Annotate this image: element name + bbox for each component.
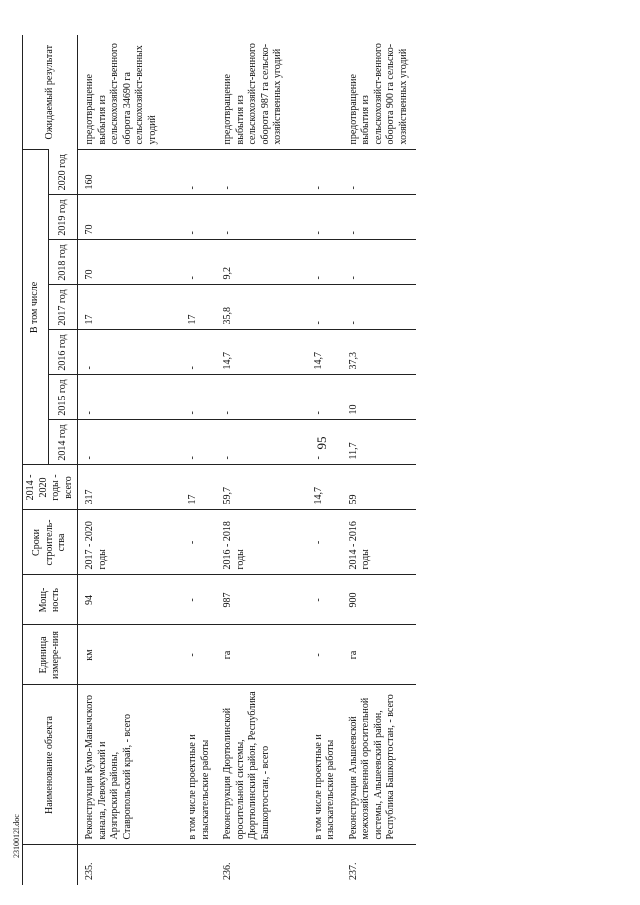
capacity-cell: 900	[342, 575, 417, 625]
year-cell: -	[342, 285, 417, 330]
header-total: 2014 - 2020 годы - всего	[23, 465, 78, 510]
row-number: 236.	[216, 845, 289, 885]
year-cell: -	[163, 195, 216, 240]
year-cell: -	[289, 195, 342, 240]
year-cell: -	[289, 240, 342, 285]
row-number	[289, 845, 342, 885]
unit-cell: га	[216, 625, 289, 685]
row-number: 235.	[78, 845, 164, 885]
capacity-cell: -	[163, 575, 216, 625]
header-terms: Сроки строитель-ства	[23, 510, 78, 575]
year-cell: -	[163, 150, 216, 195]
year-cell: 17	[163, 285, 216, 330]
year-cell: -	[342, 240, 417, 285]
year-cell: -	[163, 420, 216, 465]
result-cell	[289, 35, 342, 150]
page-number: 95	[314, 436, 329, 450]
year-cell: -	[163, 240, 216, 285]
object-name: в том числе проектные и изыскательские работы	[163, 685, 216, 845]
header-year-2019: 2019 год	[48, 195, 77, 240]
footer-filename: 2310012l.doc	[12, 814, 21, 858]
header-year-2018: 2018 год	[48, 240, 77, 285]
terms-cell: 2016 - 2018 годы	[216, 510, 289, 575]
object-name: Реконструкция Дюртюлинской оросительной системы, Дюртюлинский район, Республика Башкортостан, - всего	[216, 685, 289, 845]
header-year-2014: 2014 год	[48, 420, 77, 465]
year-cell: -	[163, 330, 216, 375]
year-cell: 37,3	[342, 330, 417, 375]
object-name: в том числе проектные и изыскательские работы	[289, 685, 342, 845]
year-cell: 160	[78, 150, 164, 195]
header-result: Ожидаемый результат	[23, 35, 78, 150]
year-cell: -	[216, 150, 289, 195]
object-name: Реконструкция Альшеевской межхозяйственной оросительной системы, Альшеевский район, Республика Башкортостан, - всего	[342, 685, 417, 845]
table-row	[78, 35, 164, 885]
year-cell: 70	[78, 240, 164, 285]
year-cell: -	[163, 375, 216, 420]
capacity-cell: 987	[216, 575, 289, 625]
year-cell: -	[216, 195, 289, 240]
objects-table	[22, 35, 416, 885]
unit-cell: га	[342, 625, 417, 685]
year-cell: -	[289, 285, 342, 330]
year-cell: 14,7	[289, 330, 342, 375]
unit-cell: км	[78, 625, 164, 685]
year-cell: -	[289, 375, 342, 420]
table-row	[216, 35, 289, 885]
row-number: 237.	[342, 845, 417, 885]
year-cell: -	[342, 150, 417, 195]
year-cell: -	[289, 150, 342, 195]
table-row	[342, 35, 417, 885]
header-capacity: Мощ-ность	[23, 575, 78, 625]
total-cell: 59	[342, 465, 417, 510]
terms-cell: -	[163, 510, 216, 575]
header-name: Наименование объекта	[23, 685, 78, 845]
year-cell: -	[216, 420, 289, 465]
year-cell: 70	[78, 195, 164, 240]
terms-cell: 2014 - 2016 годы	[342, 510, 417, 575]
table-row	[289, 35, 342, 885]
year-cell: 9,2	[216, 240, 289, 285]
year-cell: -	[78, 375, 164, 420]
year-cell: -	[78, 330, 164, 375]
unit-cell: -	[163, 625, 216, 685]
result-cell: предотвращение выбытия из сельскохозяйст-венного оборота 987 га сельско-хозяйственных угодий	[222, 43, 283, 145]
rotated-table-container	[22, 35, 607, 885]
total-cell: 17	[163, 465, 216, 510]
total-cell: 59,7	[216, 465, 289, 510]
header-year-2015: 2015 год	[48, 375, 77, 420]
total-cell: 317	[78, 465, 164, 510]
capacity-cell: -	[289, 575, 342, 625]
year-cell: 14,7	[216, 330, 289, 375]
header-year-2016: 2016 год	[48, 330, 77, 375]
header-num	[23, 845, 78, 885]
year-cell: -	[216, 375, 289, 420]
year-cell: 10	[342, 375, 417, 420]
total-cell: 14,7	[289, 465, 342, 510]
capacity-cell: 94	[78, 575, 164, 625]
header-year-2017: 2017 год	[48, 285, 77, 330]
table-row	[163, 35, 216, 885]
year-cell: -	[342, 195, 417, 240]
year-cell: 17	[78, 285, 164, 330]
year-cell: 35,8	[216, 285, 289, 330]
header-including: В том числе	[23, 150, 49, 465]
terms-cell: -	[289, 510, 342, 575]
header-unit: Единица измере-ния	[23, 625, 78, 685]
terms-cell: 2017 - 2020 годы	[78, 510, 164, 575]
year-cell: -	[78, 420, 164, 465]
header-year-2020: 2020 год	[48, 150, 77, 195]
result-cell: предотвращение выбытия из сельскохозяйст-венного оборота 34690 га сельскохозяйст-венных угодий	[84, 43, 158, 145]
row-number	[163, 845, 216, 885]
result-cell	[163, 35, 216, 150]
result-cell: предотвращение выбытия из сельскохозяйст-венного оборота 900 га сельско-хозяйственных угодий	[347, 43, 409, 145]
unit-cell: -	[289, 625, 342, 685]
year-cell: -	[289, 420, 342, 465]
object-name: Реконструкция Кумо-Манычского канала, Левокумский и Арзгирский районы, Ставропольский край, - всего	[78, 685, 164, 845]
year-cell: 11,7	[342, 420, 417, 465]
